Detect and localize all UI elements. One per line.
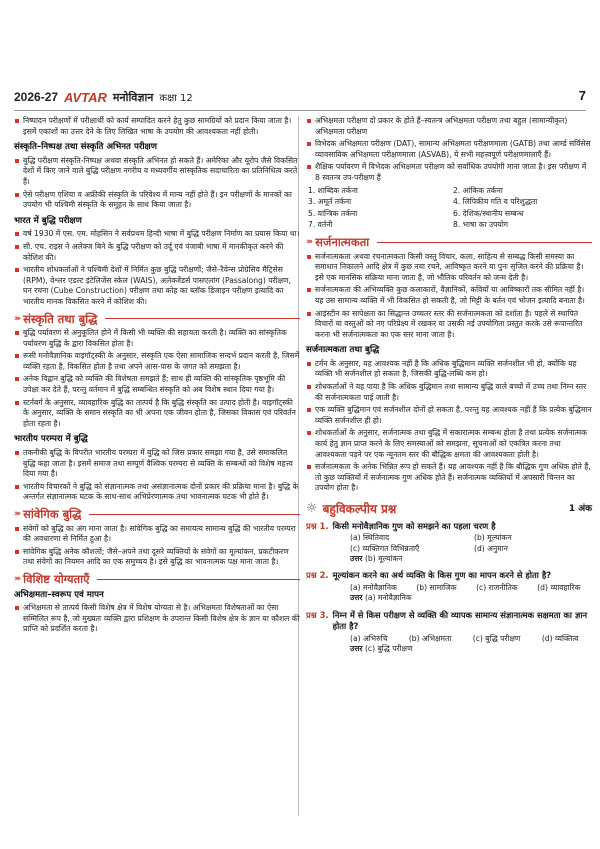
bullet-paragraph: भारतीय शोधकर्ताओं ने पश्चिमी देशों में निर्मित कुछ बुद्धि परीक्षणों; जैसे–रैवेन्स प्रोग्रेसिव मैट्रिसेस (RPM), वेश्लर एडल्ट इंटेलिजेंस स्केल (WAIS), अलेक्जेंडर्स पासएलांग (Passalong) परीक्षण, घन रचना (Cube Construction) परीक्षण तथा कोह का ब्लॉक डिजाइन परीक्षण इत्यादि का भारतीय मानक विकसित करने में कोशिश की। <box>14 265 300 307</box>
mcq-marks: 1 अंक <box>568 504 592 514</box>
chapter-heading <box>14 571 300 586</box>
bullet-paragraph: शैक्षिक पर्यावरण में विभेदक अभिक्षमता परीक्षण को सर्वाधिक उपयोगी माना जाता है। इस परीक्षण में 8 स्वतन्त्र उप-परीक्षण हैं <box>306 162 592 183</box>
heading-rule <box>105 318 300 319</box>
option: (d) व्यक्तित्व <box>541 633 579 643</box>
answer-value: (c) बुद्धि परीक्षण <box>364 644 413 654</box>
subtest-item: 3. अमूर्त तर्कना <box>308 197 352 207</box>
left-column <box>14 116 300 637</box>
option: (c) व्यक्तिगत विभिन्नताएँ <box>350 543 420 553</box>
question-text: मूल्यांकन करने का अर्थ व्यक्ति के किस गुण का मापन करने से होता है? <box>332 570 552 581</box>
chevron-icon: ››› <box>14 313 20 324</box>
option: (b) अभिक्षमता <box>408 633 452 643</box>
option: (b) सामाजिक <box>416 582 457 592</box>
question-text: निम्न में से किस परीक्षण से व्यक्ति की व्यापक सामान्य संज्ञानात्मक सक्षमता का ज्ञान होता है? <box>332 609 588 632</box>
bullet-paragraph: सी. एच. राइस ने अलेक्ज बिने के बुद्धि परीक्षण को उर्दू एवं पंजाबी भाषा में मानकीकृत करने की कोशिश की। <box>14 242 300 263</box>
section-heading: अभिक्षमता–स्वरूप एवं मापन <box>14 589 104 600</box>
right-column <box>306 116 592 660</box>
bullet-paragraph: स्टर्नबर्ग के अनुसार, व्यावहारिक बुद्धि का तात्पर्य है कि बुद्धि संस्कृति का उत्पाद होती है। वाइगॉट्स्की के अनुसार, व्यक्ति के समान संस्कृति का भी अपना एक जीवन होता है, जिसका विकास एवं परिवर्तन होता रहता है। <box>14 398 300 430</box>
question-number: प्रश्न 3. <box>306 609 329 620</box>
chapter-heading-text: संस्कृति तथा बुद्धि <box>23 311 98 326</box>
bullet-paragraph: बुद्धि परीक्षण संस्कृति-निष्पक्ष अथवा संस्कृति अभिनत हो सकते हैं। अमेरिका और यूरोप जैसे विकसित देशों में किए जाने वाले बुद्धि परीक्षण नगरीय व मध्यवर्गीय सांस्कृतिक सदाचारिता का प्रतिनिधित्व करते हैं। <box>14 156 300 188</box>
chevron-icon: ››› <box>14 509 20 519</box>
header-rule <box>14 110 586 111</box>
subtest-item: 6. देशिक/स्थानीय सम्बन्ध <box>453 208 524 218</box>
bullet-paragraph: भारतीय विचारकों ने बुद्धि को संज्ञानात्मक तथा असंज्ञानात्मक दोनों प्रकार की प्रक्रिया माना है। बुद्धि के अन्तर्गत संज्ञानात्मक घटक के साथ-साथ अभिप्रेरणात्मक तथा भावनात्मक घटक भी होते हैं। <box>14 482 300 503</box>
option: (a) स्थितिवाद <box>350 533 390 543</box>
heading-rule <box>97 579 300 580</box>
chapter-heading-text: विशिष्ट योग्यताएँ <box>23 571 90 586</box>
bullet-paragraph: तकनीकी बुद्धि के विपरीत भारतीय परम्परा में बुद्धि को जिस प्रकार समझा गया है, उसे समाकलित बुद्धि कहा जाता है। इसमें समाज तथा सम्पूर्ण वैश्विक परम्परा से व्यक्ति के सम्बन्धों को विशेष महत्त्व दिया गया है। <box>14 448 300 480</box>
option: (c) बुद्धि परीक्षण <box>472 633 521 643</box>
subtest-list <box>306 186 592 231</box>
answer-value: (a) मनोवैज्ञानिक <box>364 593 412 603</box>
option: (c) राजनीतिक <box>476 582 518 592</box>
mcq-title: बहुविकल्पीय प्रश्न <box>322 502 397 516</box>
heading-rule <box>89 514 300 515</box>
question-number: प्रश्न 1. <box>306 520 329 531</box>
mcq-heading <box>306 501 592 516</box>
section-heading: संस्कृति–निष्पक्ष तथा संस्कृति अभिनत परीक्षण <box>14 142 157 153</box>
section-heading: भारत में बुद्धि परीक्षण <box>14 215 82 226</box>
chapter-heading-text: सर्जनात्मकता <box>315 234 370 249</box>
bullet-paragraph: संवेगों को बुद्धि का अंग माना जाता है। सांवेगिक बुद्धि का समायत्य सामान्य बुद्धि की भारतीय परम्परा की अवधारणा से निर्मित हुआ है। <box>14 524 300 545</box>
question-2 <box>306 570 592 603</box>
bullet-paragraph: ऐसे परीक्षण एशिया व अफ्रीकी संस्कृति के परिवेश्य में मान्य नहीं होते हैं। इन परीक्षणों के मानकों का उपयोग भी पश्चिमी संस्कृति के समूहन के साथ किया जाता है। <box>14 190 300 211</box>
section-heading: भारतीय परम्परा में बुद्धि <box>14 434 88 445</box>
bullet-paragraph: सर्जनात्मकता की अभिव्यक्ति कुछ कलाकारों, वैज्ञानिकों, कवियों या आविष्कारों तक सीमित नहीं है। यह उस सामान्य व्यक्ति में भी विकसित हो सकती है, जो मिट्टी के बर्तन एवं भोजन इत्यादि बनाता है। <box>306 285 592 306</box>
edition-year: 2026-27 <box>14 90 59 104</box>
question-text: किसी मनोवैज्ञानिक गुण को समझने का पहला चरण है <box>332 520 496 531</box>
option: (d) व्यावहारिक <box>537 582 581 592</box>
brand-logo: AVTAR <box>64 89 107 105</box>
bullet-paragraph: सांवेगिक बुद्धि अनेक कौशलों; जैसे–अपने तथा दूसरे व्यक्तियों के संवेगों का मूल्यांकन, प्रकटीकरण तथा संवेगों का नियमन आदि का एक समुच्चय है। इसे बुद्धि का भावनात्मक पक्ष माना जाता है। <box>14 547 300 568</box>
chevron-icon: ››› <box>306 236 312 247</box>
bullet-paragraph: अभिक्षमता परीक्षण दो प्रकार के होते हैं–स्वतन्त्र अभिक्षमता परीक्षण तथा बहुल (सामान्यीकृत) अभिक्षमता परीक्षण <box>306 116 592 137</box>
option: (b) मूल्यांकन <box>474 533 512 543</box>
page-header <box>14 86 586 108</box>
bullet-paragraph: शोधकर्ताओं के अनुसार, सर्जनात्मक तथा बुद्धि में सकारात्मक सम्बन्ध होता है तथा प्रत्येक सर्जनात्मक कार्य हेतु ज्ञान प्राप्त करने के लिए समस्याओं को समझना, सूचनाओं को एकत्रित करना तथा आवश्यकता पड़ने पर एक न्यूनतम स्तर की बौद्धिक क्षमता की आवश्यकता होती है। <box>306 428 592 460</box>
chapter-heading <box>306 234 592 249</box>
question-number: प्रश्न 2. <box>306 570 329 581</box>
subtest-item: 7. वर्तनी <box>308 220 333 230</box>
option: (d) अनुमान <box>474 543 508 553</box>
chevron-icon: ››› <box>14 573 20 584</box>
bullet-paragraph: वर्ष 1930 में एस. एम. मोहसिन ने सर्वप्रथम हिन्दी भाषा में बुद्धि परीक्षण निर्माण का प्रयास किया था। <box>14 229 300 240</box>
bullet-paragraph: सर्जनात्मकता अथवा रचनात्मकता किसी वस्तु विचार, कला, साहित्य से सम्बद्ध किसी समस्या का समाधान निकालने आदि क्षेत्र में कुछ नया रचने, आविष्कृत करने या पुनः सृजित करने की प्रक्रिया है। इसे एक मानसिक संक्रिया माना जाता है, जो भौतिक परिवर्तन को जन्म देती है। <box>306 252 592 284</box>
question-1 <box>306 521 592 565</box>
answer-value: (b) मूल्यांकन <box>364 553 403 563</box>
bullet-paragraph: विभेदक अभिक्षमता परीक्षण (DAT), सामान्य अभिक्षमता परीक्षणमाला (GATB) तथा आर्म्ड सर्विसेस व्यावसायिक अभिक्षमता परीक्षणमाला (ASVAB), ये सभी महत्त्वपूर्ण परीक्षणमालाएँ हैं। <box>306 139 592 160</box>
option: (a) मनोवैज्ञानिक <box>350 582 397 592</box>
answer-label: उत्तर <box>350 593 363 603</box>
chapter-heading-text: सांवेगिक बुद्धि <box>23 507 82 521</box>
page-number: 7 <box>578 88 586 103</box>
bullet-paragraph: निष्पादन परीक्षणों में परीक्षार्थी को कार्य सम्पादित करने हेतु कुछ सामग्रियों को प्रदान किया जाता है। इसमें एकांशों का उत्तर देने के लिए लिखित भाषा के उपयोग की आवश्यकता नहीं होती। <box>14 116 300 137</box>
answer-label: उत्तर <box>350 644 363 654</box>
subtest-item: 8. भाषा का उपयोग <box>453 220 509 230</box>
subtest-item: 1. शाब्दिक तर्कना <box>308 185 358 195</box>
bullet-paragraph: अभिक्षमता से तात्पर्य किसी विशेष क्षेत्र में विशेष योग्यता से है। अभिक्षमता विशेषताओं का ऐसा सम्मिलित रूप है, जो मुख्यतः व्यक्ति द्वारा प्रशिक्षण के उपरान्त किसी विशेष क्षेत्र के ज्ञान या कौशल की प्राप्ति को प्रदर्शित करता है। <box>14 603 300 635</box>
question-3 <box>306 610 592 655</box>
bullet-paragraph: एक व्यक्ति बुद्धिमान एवं सर्जनशील दोनों हो सकता है, परन्तु यह आवश्यक नहीं है कि प्रत्येक बुद्धिमान व्यक्ति सर्जनशील ही हो। <box>306 405 592 426</box>
answer-line <box>306 593 592 603</box>
bullet-paragraph: सर्जनात्मकता के अनेक भिन्नित रूप हो सकते हैं। यह आवश्यक नहीं है कि बौद्धिक गुण अधिक होते हैं, तो कुछ व्यक्तियों में सर्जनात्मक गुण अधिक होते हैं। सर्जनात्मक व्यक्तियों में अपसारी चिन्तन का उपयोग होता है। <box>306 462 592 494</box>
answer-line <box>306 554 592 564</box>
answer-line <box>306 644 592 654</box>
bullet-paragraph: शोधकर्ताओं ने यह पाया है कि अधिक बुद्धिमान तथा सामान्य बुद्धि वाले बच्चों में उच्च तथा निम्न स्तर की सर्जनात्मकता पाई जाती है। <box>306 382 592 403</box>
section-heading: सर्जनात्मकता तथा बुद्धि <box>306 345 380 356</box>
answer-label: उत्तर <box>350 553 363 563</box>
heading-rule <box>377 242 592 243</box>
subtest-item: 5. यान्त्रिक तर्कना <box>308 208 358 218</box>
lightbulb-icon: ☼ <box>306 501 318 516</box>
subtest-item: 4. लिपिकीय गति व परिशुद्धता <box>453 197 538 207</box>
class-label: कक्षा 12 <box>159 93 193 104</box>
chapter-heading <box>14 509 300 520</box>
option: (a) अभिरुचि <box>350 633 388 643</box>
bullet-paragraph: बुद्धि पर्यावरण से अनुकूलित होने में किसी भी व्यक्ति की सहायता करती है। व्यक्ति का सांस्कृतिक पर्यावरण बुद्धि के द्वारा विकसित होता है। <box>14 328 300 349</box>
subject-title: मनोविज्ञान <box>112 90 154 104</box>
bullet-paragraph: टर्मन के अनुसार, यह आवश्यक नहीं है कि अधिक बुद्धिमान व्यक्ति सर्जनशील भी हो, क्योंकि यह व्यक्ति भी सर्जनशील हो सकता है, जिसकी बुद्धि-लब्धि कम हो। <box>306 359 592 380</box>
chapter-heading <box>14 311 300 326</box>
bullet-paragraph: अनेक विद्वान बुद्धि को व्यक्ति की विशेषता समझते हैं; साथ ही व्यक्ति की सांस्कृतिक पृष्ठभूमि की उपेक्षा कर देते हैं, परन्तु वर्तमान में बुद्धि सम्बन्धित संस्कृति को अब विशेष स्थान दिया गया है। <box>14 374 300 395</box>
bullet-paragraph: आइंस्टीन का सापेक्षता का सिद्धान्त उच्चतर स्तर की सर्जनात्मकता को दर्शाता है। पहले से स्थापित विचारों या वस्तुओं को नए परिप्रेक्ष्य में रखकर या उसकी नई उपयोगिता प्रस्तुत करके उसे रूपान्तरित करना भी सर्जनात्मकता का एक स्तर माना जाता है। <box>306 309 592 341</box>
subtest-item: 2. आंकिक तर्कना <box>453 185 503 195</box>
bullet-paragraph: रूसी मनोवैज्ञानिक वाइगॉट्स्की के अनुसार, संस्कृति एक ऐसा सामाजिक सन्दर्भ प्रदान करती है, जिसमें व्यक्ति रहता है, विकसित होता है तथा अपने आस-पास के जगत को समझता है। <box>14 351 300 372</box>
